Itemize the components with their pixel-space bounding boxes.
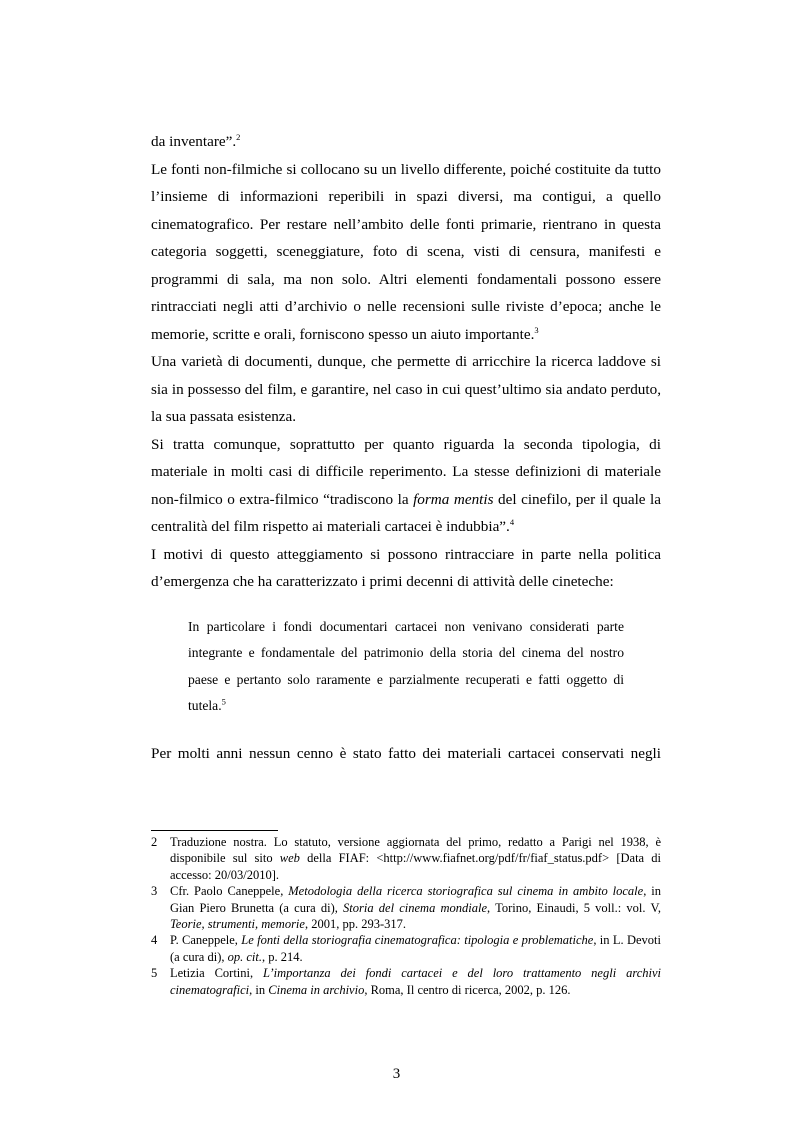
footnote-number: 4 xyxy=(151,933,158,948)
paragraph-text: Una varietà di documenti, dunque, che permette di arricchire la ricerca laddove si sia in possesso del film, e garantire, nel caso in cui quest’ultimo sia andato perduto, la sua passata esistenza. xyxy=(151,353,661,425)
paragraph xyxy=(151,128,661,156)
paragraph xyxy=(151,541,661,596)
footnotes xyxy=(151,834,661,998)
footnote-text: Letizia Cortini, L’importanza dei fondi cartacei e del loro trattamento negli archivi cinematografici, in Cinema in archivio, Roma, Il centro di ricerca, 2002, p. 126. xyxy=(170,966,662,997)
footnote xyxy=(151,965,661,998)
paragraph-text: Per molti anni nessun cenno è stato fatto dei materiali cartacei conservati negli xyxy=(151,744,661,762)
footnote-text: Cfr. Paolo Caneppele, Metodologia della ricerca storiografica sul cinema in ambito locale, in Gian Piero Brunetta (a cura di), Storia del cinema mondiale, Torino, Einaudi, 5 voll.: vol. V, Teorie, strumenti, memorie, 2001, pp. 293-317. xyxy=(170,884,662,932)
paragraph-text: I motivi di questo atteggiamento si possono rintracciare in parte nella politica d’emergenza che ha caratterizzato i primi decenni di attività delle cineteche: xyxy=(151,545,661,590)
footnote-text: P. Caneppele, Le fonti della storiografia cinematografica: tipologia e problematiche, in L. Devoti (a cura di), op. cit., p. 214. xyxy=(170,933,662,964)
italic-term: forma mentis xyxy=(413,490,494,508)
footnote-number: 3 xyxy=(151,884,158,899)
footnote-separator xyxy=(151,830,278,831)
paragraph xyxy=(151,431,661,541)
paragraph-text: da inventare”. xyxy=(151,133,237,150)
paragraph-text: Le fonti non-filmiche si collocano su un livello differente, poiché costituite da tutto l’insieme di informazioni reperibili in spazi diversi, ma contigui, a quello cinematografico. Per restare nell’ambito delle fonti primarie, rientrano in questa categoria soggetti, sceneggiature, foto di scena, visti di censura, manifesti e programmi di sala, ma non solo. Altri elementi fondamentali possono essere rintracciati negli atti d’archivio o nelle recensioni sulle riviste d’epoca; anche le memorie, scritte e orali, forniscono spesso un aiuto importante. xyxy=(151,160,661,343)
footnote xyxy=(151,834,661,883)
paragraph xyxy=(151,740,661,768)
footnote-ref: 5 xyxy=(221,696,226,707)
block-quote xyxy=(188,614,624,720)
paragraph-text: del cinefilo, per il quale la centralità del film rispetto ai materiali cartacei è indubbia”. xyxy=(151,490,661,535)
main-text xyxy=(151,128,661,767)
footnote xyxy=(151,883,661,932)
footnote-ref: 4 xyxy=(509,516,515,527)
paragraph-text: Si tratta comunque, soprattutto per quanto riguarda la seconda tipologia, di materiale in molti casi di difficile reperimento. La stesse definizioni di materiale non-filmico o extra-filmico “tradiscono la xyxy=(151,435,661,508)
footnote-ref: 3 xyxy=(534,324,539,335)
paragraph xyxy=(151,156,661,349)
page-number: 3 xyxy=(392,1066,401,1082)
footnote-ref: 2 xyxy=(236,131,241,142)
footnote xyxy=(151,932,661,965)
footnote-number: 5 xyxy=(151,966,158,981)
quote-text: In particolare i fondi documentari cartacei non venivano considerati parte integrante e fondamentale del patrimonio della storia del cinema del nostro paese e pertanto solo raramente e parzialmente recuperati e fatti oggetto di tutela. xyxy=(188,618,624,713)
paragraph xyxy=(151,348,661,431)
footnote-number: 2 xyxy=(151,835,158,849)
footnote-text: Traduzione nostra. Lo statuto, versione aggiornata del primo, redatto a Parigi nel 1938, è disponibile sul sito web della FIAF: <http://www.fiafnet.org/pdf/fr/fiaf_status.pdf> [Data di accesso: 20/03/2010]. xyxy=(170,835,662,882)
